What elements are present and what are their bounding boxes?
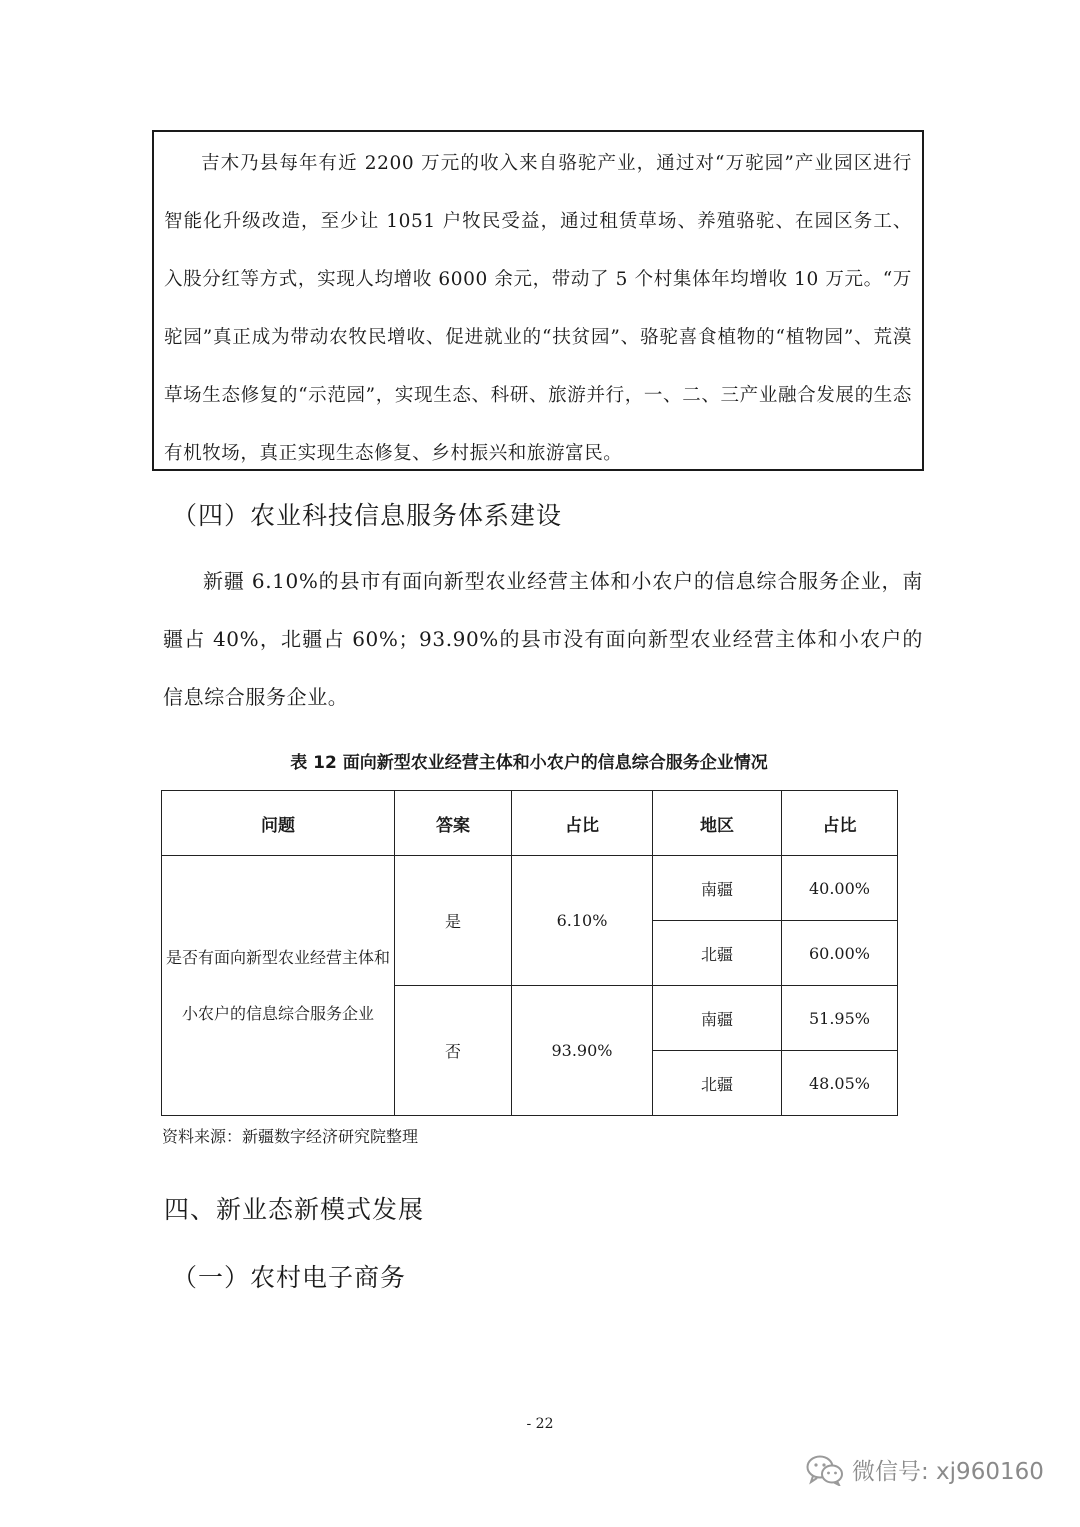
answer-share-cell: 6.10% — [512, 856, 653, 986]
section-heading-4: 四、新业态新模式发展 — [164, 1195, 425, 1224]
table-source-note: 资料来源：新疆数字经济研究院整理 — [162, 1127, 419, 1146]
table-caption: 表 12 面向新型农业经营主体和小农户的信息综合服务企业情况 — [290, 753, 768, 773]
page-number: - 22 — [526, 1416, 554, 1432]
region-cell: 北疆 — [653, 1051, 782, 1116]
region-share-cell: 60.00% — [782, 921, 898, 986]
subsection-heading-1: （一）农村电子商务 — [172, 1263, 407, 1292]
region-cell: 北疆 — [653, 921, 782, 986]
region-share-cell: 51.95% — [782, 986, 898, 1051]
case-study-text: 吉木乃县每年有近 2200 万元的收入来自骆驼产业，通过对“万驼园”产业园区进行智能化升级改造，至少让 1051 户牧民受益，通过租赁草场、养殖骆驼、在园区务工、入股分红等方式，实现人均增收 6000 余元，带动了 5 个村集体年均增收 10 万元。“万驼园”真正成为带动农牧民增收、促进就业的“扶贫园”、骆驼喜食植物的“植物园”、荒漠草场生态修复的“示范园”，实现生态、科研、旅游并行，一、二、三产业融合发展的生态有机牧场，真正实现生态修复、乡村振兴和旅游富民。 — [164, 153, 912, 464]
header-question: 问题 — [162, 791, 395, 856]
watermark-text: 微信号: xj960160 — [852, 1459, 1044, 1485]
region-cell: 南疆 — [653, 856, 782, 921]
region-share-cell: 48.05% — [782, 1051, 898, 1116]
case-study-box — [152, 130, 924, 471]
header-answer: 答案 — [395, 791, 512, 856]
subsection-heading-4: （四）农业科技信息服务体系建设 — [172, 501, 563, 530]
region-share-cell: 40.00% — [782, 856, 898, 921]
header-region: 地区 — [653, 791, 782, 856]
info-service-table — [161, 790, 898, 1116]
wechat-icon — [806, 1454, 844, 1486]
header-region-share: 占比 — [782, 791, 898, 856]
region-cell: 南疆 — [653, 986, 782, 1051]
wechat-watermark — [806, 1453, 1044, 1486]
body-paragraph: 新疆 6.10%的县市有面向新型农业经营主体和小农户的信息综合服务企业，南疆占 40%，北疆占 60%；93.90%的县市没有面向新型农业经营主体和小农户的信息综合服务企业。 — [163, 569, 923, 709]
answer-share-cell: 93.90% — [512, 986, 653, 1116]
answer-cell: 是 — [395, 856, 512, 986]
table-header-row — [162, 791, 898, 856]
header-share: 占比 — [512, 791, 653, 856]
answer-cell: 否 — [395, 986, 512, 1116]
table-row — [162, 856, 898, 921]
question-cell: 是否有面向新型农业经营主体和小农户的信息综合服务企业 — [162, 856, 395, 1116]
